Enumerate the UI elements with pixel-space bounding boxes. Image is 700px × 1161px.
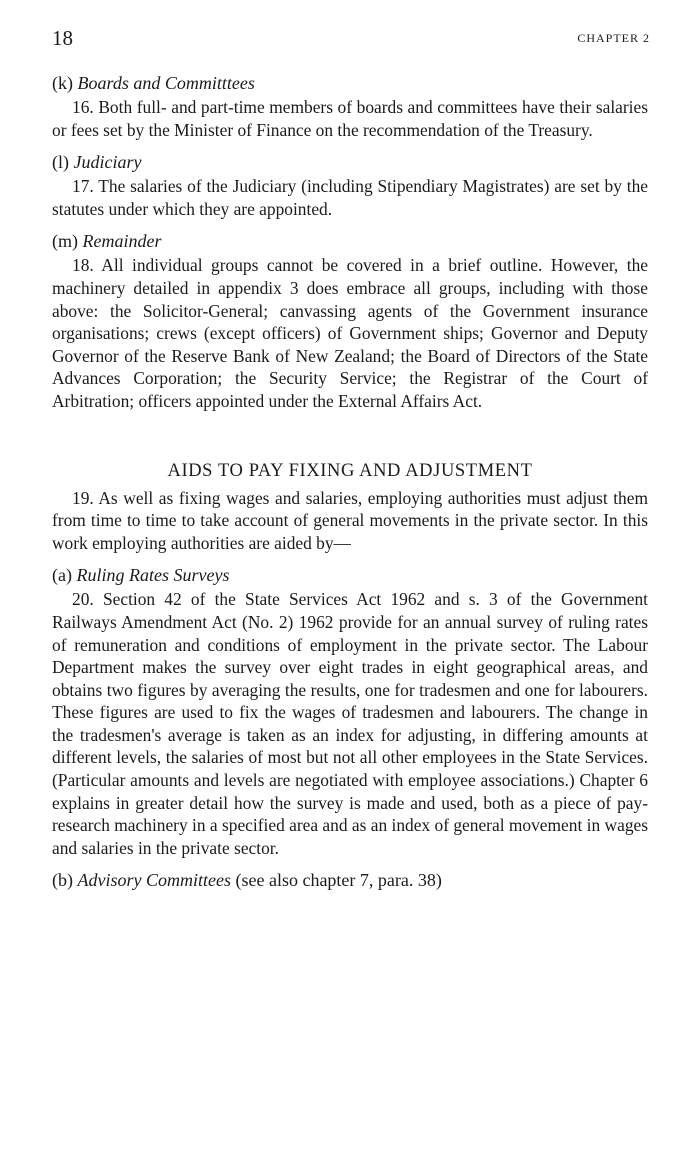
heading-label: (k) [52, 73, 73, 93]
heading-ruling-rates [52, 564, 648, 586]
paragraph-16 [52, 96, 648, 141]
paragraph-text: All individual groups cannot be covered in a brief outline. However, the machinery detailed in appendix 3 does embrace all groups, including with those above: the Solicitor-General; canvassing agents of the Government insurance organisations; crews (except officers) of Government ships; Governor and Deputy Governor of the Reserve Bank of New Zealand; the Board of Directors of the State Advances Corporation; the Security Service; the Registrar of the Court of Arbitration; officers appointed under the External Affairs Act. [52, 255, 648, 411]
section-title-aids: AIDS TO PAY FIXING AND ADJUSTMENT [167, 460, 533, 481]
running-head [52, 26, 650, 50]
page-number: 18 [52, 26, 73, 50]
page-body [52, 72, 648, 893]
paragraph-20 [52, 588, 648, 859]
paragraph-number: 16. [72, 97, 94, 117]
paragraph-text: Section 42 of the State Services Act 1962 and s. 3 of the Government Railways Amendment Act (No. 2) 1962 provide for an annual survey of ruling rates of remuneration and conditions of employment in the private sector. The Labour Department makes the survey over eight trades in eight geographical areas, and obtains two figures by averaging the results, one for tradesmen and one for labourers. These figures are used to fix the wages of tradesmen and labourers. The change in the tradesmen's average is taken as an index for adjusting, in differing amounts at different levels, the salaries of most but not all other employees in the State Services. (Particular amounts and levels are negotiated with employee associations.) Chapter 6 explains in greater detail how the survey is made and used, both as a piece of pay-research machinery in a specified area and as an index of general movement in wages and salaries in the private sector. [52, 589, 648, 858]
paragraph-number: 17. [72, 176, 94, 197]
chapter-label: CHAPTER 2 [577, 31, 650, 45]
heading-title: Judiciary [73, 152, 142, 173]
heading-title: Boards and Committtees [77, 73, 255, 93]
paragraph-number: 20. [72, 589, 94, 610]
heading-title: Ruling Rates Surveys [76, 565, 230, 586]
paragraph-number: 19. [72, 487, 94, 508]
heading-label: (b) [52, 870, 73, 891]
paragraph-text: Both full- and part-time members of boards and committees have their salaries or fees set by the Minister of Finance on the recommendation of the Treasury. [52, 97, 648, 140]
heading-title: Remainder [82, 231, 162, 252]
heading-title: Advisory Committees [77, 870, 231, 891]
heading-judiciary [52, 151, 648, 173]
heading-note: (see also chapter 7, para. 38) [235, 870, 442, 891]
heading-boards-committees [52, 72, 648, 94]
heading-label: (m) [52, 231, 78, 252]
paragraph-19 [52, 487, 648, 555]
heading-advisory-committees [52, 869, 648, 891]
heading-label: (a) [52, 565, 72, 586]
paragraph-number: 18. [72, 255, 94, 276]
paragraph-text: The salaries of the Judiciary (including Stipendiary Magistrates) are set by the statutes under which they are appointed. [52, 176, 648, 219]
heading-remainder [52, 230, 648, 252]
paragraph-17 [52, 175, 648, 220]
heading-label: (l) [52, 152, 69, 173]
paragraph-18 [52, 254, 648, 412]
paragraph-text: As well as fixing wages and salaries, employing authorities must adjust them from time to time to take account of general movements in the private sector. In this work employing authorities are aided by— [52, 487, 648, 553]
